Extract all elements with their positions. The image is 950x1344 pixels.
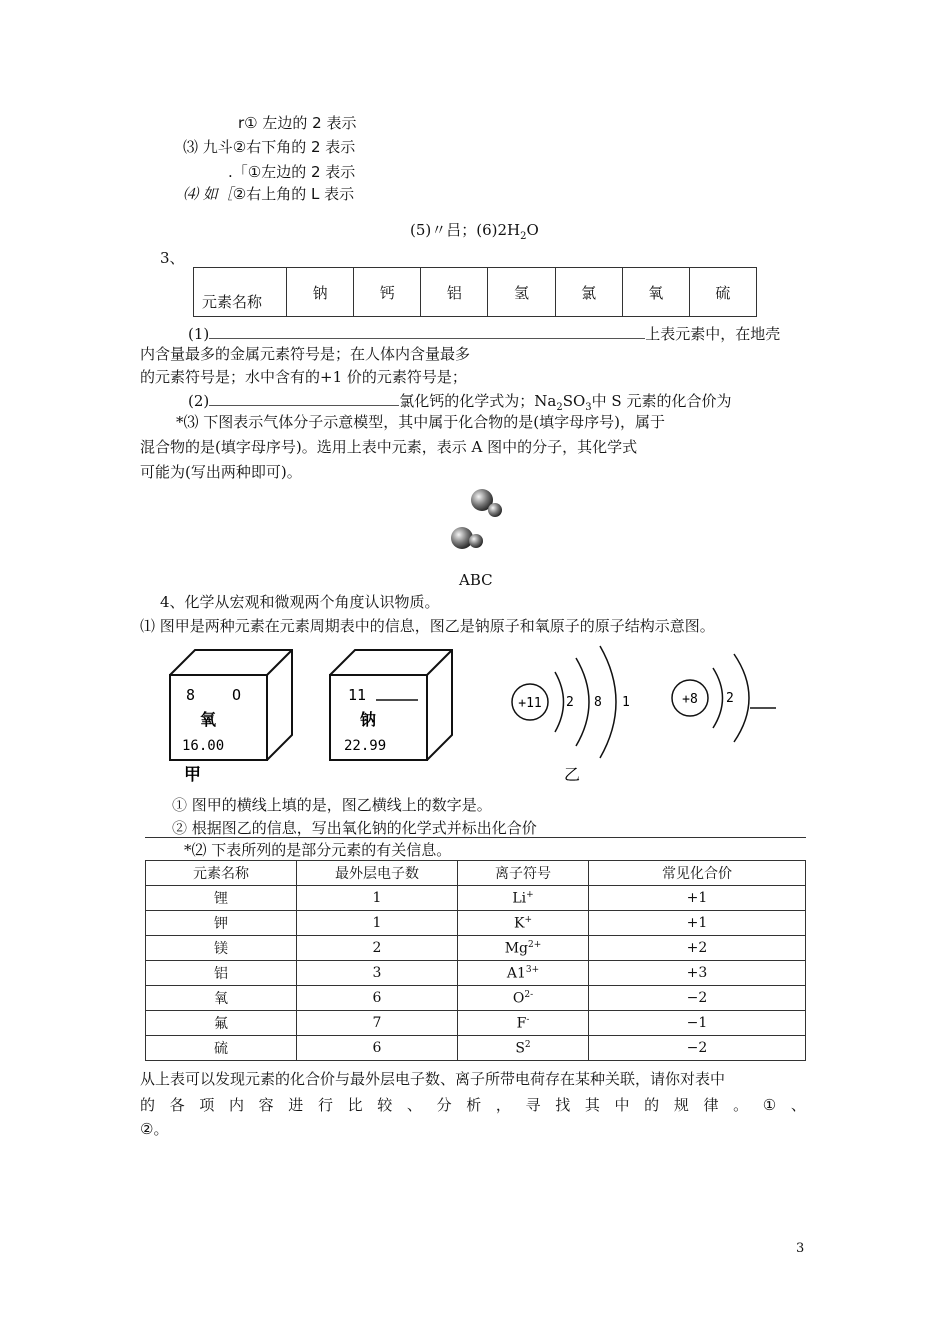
q3-part2-text-b: SO bbox=[562, 392, 586, 410]
cell-ion bbox=[458, 1036, 589, 1061]
ion-charge: + bbox=[526, 889, 534, 900]
q3-part2-blank[interactable] bbox=[209, 390, 399, 406]
label-yi: 乙 bbox=[564, 765, 581, 784]
conclusion-char: ① bbox=[762, 1096, 777, 1114]
cell-ion bbox=[458, 936, 589, 961]
conclusion-char: 项 bbox=[199, 1096, 215, 1114]
item-line-5 bbox=[410, 220, 539, 247]
conclusion-char: 行 bbox=[317, 1096, 333, 1114]
ion-charge: 3+ bbox=[525, 964, 540, 975]
conclusion-char: 进 bbox=[288, 1096, 304, 1114]
cell-electrons: 3 bbox=[297, 961, 458, 986]
cell-name: 铝 bbox=[146, 961, 297, 986]
element-cell: 铝 bbox=[421, 268, 488, 317]
conclusion-char: 的 bbox=[140, 1096, 156, 1114]
sodium-shell-1: 2 bbox=[566, 695, 574, 710]
conclusion-char: 内 bbox=[228, 1096, 244, 1114]
sodium-shell-2: 8 bbox=[594, 695, 602, 710]
ion-symbol: O bbox=[512, 990, 525, 1007]
table-row bbox=[146, 911, 806, 936]
q3-part3-line1: *⑶ 下图表示气体分子示意模型，其中属于化合物的是(填字母序号)，属于 bbox=[176, 413, 665, 431]
element-table-row bbox=[194, 268, 757, 317]
answer-line bbox=[145, 837, 806, 838]
conclusion-line-2 bbox=[140, 1094, 806, 1116]
item-line-3: .「①左边的 2 表示 bbox=[228, 163, 356, 181]
molecule-model-figure bbox=[440, 488, 510, 554]
atom-ball bbox=[488, 503, 502, 517]
col-ion-symbol: 离子符号 bbox=[458, 861, 589, 886]
q3-part1-tail: 上表元素中，在地壳 bbox=[645, 325, 781, 343]
q3-part3-line3: 可能为(写出两种即可)。 bbox=[140, 463, 302, 481]
conclusion-char: 较 bbox=[377, 1096, 393, 1114]
cell-electrons: 6 bbox=[297, 986, 458, 1011]
table-header-row bbox=[146, 861, 806, 886]
sodium-number: 11 bbox=[348, 686, 367, 704]
ion-symbol: Mg bbox=[504, 940, 528, 957]
ion-charge: 2+ bbox=[528, 939, 542, 950]
q3-part1-blank[interactable] bbox=[209, 323, 645, 339]
ion-symbol: K bbox=[513, 915, 525, 932]
element-cell: 氧 bbox=[622, 268, 689, 317]
cell-name: 氧 bbox=[146, 986, 297, 1011]
cell-name: 硫 bbox=[146, 1036, 297, 1061]
sodium-cell bbox=[330, 650, 452, 760]
sodium-name: 钠 bbox=[360, 710, 377, 729]
cell-valence: −2 bbox=[589, 1036, 806, 1061]
q3-part1-line3: 的元素符号是；水中含有的+1 价的元素符号是； bbox=[140, 368, 467, 386]
element-cell: 硫 bbox=[689, 268, 756, 317]
conclusion-char: 分 bbox=[436, 1096, 452, 1114]
conclusion-line-3: ②。 bbox=[140, 1120, 169, 1138]
conclusion-char: ， bbox=[495, 1096, 511, 1114]
conclusion-char: 容 bbox=[258, 1096, 274, 1114]
q3-part1-line1 bbox=[188, 323, 780, 344]
conclusion-char: 其 bbox=[584, 1096, 600, 1114]
element-cell: 氯 bbox=[555, 268, 622, 317]
q3-part3-line2: 混合物的是(填字母序号)。选用上表中元素，表示 A 图中的分子，其化学式 bbox=[140, 438, 638, 456]
conclusion-line-1: 从上表可以发现元素的化合价与最外层电子数、离子所带电荷存在某种关联，请你对表中 bbox=[140, 1070, 726, 1088]
q3-part2-text-c: 中 S 元素的化合价为 bbox=[591, 392, 732, 410]
col-element-name: 元素名称 bbox=[146, 861, 297, 886]
ion-charge: + bbox=[524, 914, 532, 925]
conclusion-char: 的 bbox=[644, 1096, 660, 1114]
figure-caption: ABC bbox=[459, 571, 493, 589]
sodium-nucleus: +11 bbox=[518, 696, 542, 711]
conclusion-char: 。 bbox=[733, 1096, 749, 1114]
sodium-mass: 22.99 bbox=[344, 738, 387, 754]
table-row bbox=[146, 886, 806, 911]
q4-part1: ⑴ 图甲是两种元素在元素周期表中的信息，图乙是钠原子和氧原子的原子结构示意图。 bbox=[140, 617, 715, 635]
sodium-atom-diagram bbox=[512, 646, 630, 758]
oxygen-nucleus: +8 bbox=[682, 692, 698, 707]
ion-symbol: A1 bbox=[506, 965, 526, 982]
table-row bbox=[146, 986, 806, 1011]
item-line-1: r① 左边的 2 表示 bbox=[238, 114, 357, 132]
cell-electrons: 6 bbox=[297, 1036, 458, 1061]
oxygen-atom-diagram bbox=[672, 654, 776, 742]
ion-charge: - bbox=[526, 1014, 530, 1025]
cell-ion bbox=[458, 1011, 589, 1036]
ion-symbol: S bbox=[515, 1040, 525, 1057]
conclusion-char: 、 bbox=[406, 1096, 422, 1114]
element-info-table bbox=[145, 860, 806, 1061]
sodium-shell-3: 1 bbox=[622, 695, 630, 710]
cell-name: 锂 bbox=[146, 886, 297, 911]
q3-number: 3、 bbox=[160, 249, 185, 267]
cell-ion bbox=[458, 911, 589, 936]
cell-name: 氟 bbox=[146, 1011, 297, 1036]
table-row bbox=[146, 961, 806, 986]
element-name-table bbox=[193, 267, 757, 317]
cell-valence: +1 bbox=[589, 911, 806, 936]
oxygen-name: 氧 bbox=[200, 710, 217, 729]
label-jia: 甲 bbox=[184, 765, 201, 785]
cell-ion bbox=[458, 986, 589, 1011]
oxygen-number: 8 bbox=[186, 686, 196, 704]
cell-ion bbox=[458, 961, 589, 986]
cell-name: 钾 bbox=[146, 911, 297, 936]
conclusion-char: 寻 bbox=[525, 1096, 541, 1114]
conclusion-char: 比 bbox=[347, 1096, 363, 1114]
item-line-5-sub: 2 bbox=[520, 231, 527, 242]
oxygen-symbol: O bbox=[232, 686, 242, 704]
ion-charge: 2 bbox=[524, 1039, 531, 1050]
q4-sub1: ① 图甲的横线上填的是，图乙横线上的数字是。 bbox=[172, 796, 492, 814]
cell-valence: −2 bbox=[589, 986, 806, 1011]
cell-valence: −1 bbox=[589, 1011, 806, 1036]
q3-part2-sub2: 3 bbox=[585, 402, 592, 413]
cell-electrons: 2 bbox=[297, 936, 458, 961]
col-outer-electrons: 最外层电子数 bbox=[297, 861, 458, 886]
conclusion-char: 中 bbox=[614, 1096, 630, 1114]
table-row bbox=[146, 936, 806, 961]
item-line-4-prefix: ⑷ 如［ bbox=[183, 185, 233, 203]
element-cell: 氢 bbox=[488, 268, 555, 317]
element-cell: 钙 bbox=[354, 268, 421, 317]
cell-valence: +1 bbox=[589, 886, 806, 911]
item-line-2: ⑶ 九斗②右下角的 2 表示 bbox=[183, 138, 356, 156]
cell-electrons: 7 bbox=[297, 1011, 458, 1036]
oxygen-mass: 16.00 bbox=[182, 738, 225, 754]
periodic-table-figure bbox=[160, 640, 460, 785]
ion-charge: 2- bbox=[524, 989, 534, 1000]
page-number: 3 bbox=[796, 1241, 805, 1256]
item-line-5-end: O bbox=[526, 221, 539, 239]
table-row bbox=[146, 1011, 806, 1036]
conclusion-char: 、 bbox=[790, 1096, 806, 1114]
cell-valence: +3 bbox=[589, 961, 806, 986]
item-line-5-text: (5)〃吕；(6)2H bbox=[410, 221, 521, 239]
conclusion-char: 找 bbox=[555, 1096, 571, 1114]
conclusion-char: 各 bbox=[169, 1096, 185, 1114]
cell-electrons: 1 bbox=[297, 911, 458, 936]
oxygen-shell-1: 2 bbox=[726, 691, 734, 706]
cell-electrons: 1 bbox=[297, 886, 458, 911]
q3-part1-line2: 内含量最多的金属元素符号是；在人体内含量最多 bbox=[140, 345, 471, 363]
q4-part2: *⑵ 下表所列的是部分元素的有关信息。 bbox=[184, 841, 452, 859]
conclusion-char: 析 bbox=[466, 1096, 482, 1114]
atom-ball bbox=[469, 534, 483, 548]
conclusion-char: 律 bbox=[703, 1096, 719, 1114]
item-line-4-rest: ②右上角的 L 表示 bbox=[232, 185, 355, 203]
ion-symbol: F bbox=[516, 1015, 527, 1032]
atomic-structure-figure bbox=[500, 640, 800, 785]
q4-title: 4、化学从宏观和微观两个角度认识物质。 bbox=[160, 593, 440, 611]
element-table-header: 元素名称 bbox=[194, 268, 287, 317]
q3-part2-text-a: 氯化钙的化学式为；Na bbox=[399, 392, 557, 410]
cell-ion bbox=[458, 886, 589, 911]
oxygen-cell bbox=[170, 650, 292, 760]
q3-part2-label: (2) bbox=[188, 392, 210, 410]
cell-name: 镁 bbox=[146, 936, 297, 961]
table-row bbox=[146, 1036, 806, 1061]
element-cell: 钠 bbox=[287, 268, 354, 317]
item-line-4 bbox=[183, 184, 354, 204]
q4-sub2: ② 根据图乙的信息，写出氧化钠的化学式并标出化合价 bbox=[172, 819, 537, 837]
cell-valence: +2 bbox=[589, 936, 806, 961]
col-valence: 常见化合价 bbox=[589, 861, 806, 886]
q3-part1-label: (1) bbox=[188, 325, 210, 343]
ion-symbol: Li bbox=[512, 890, 527, 907]
q3-part2-sub1: 2 bbox=[556, 402, 563, 413]
conclusion-char: 规 bbox=[673, 1096, 689, 1114]
